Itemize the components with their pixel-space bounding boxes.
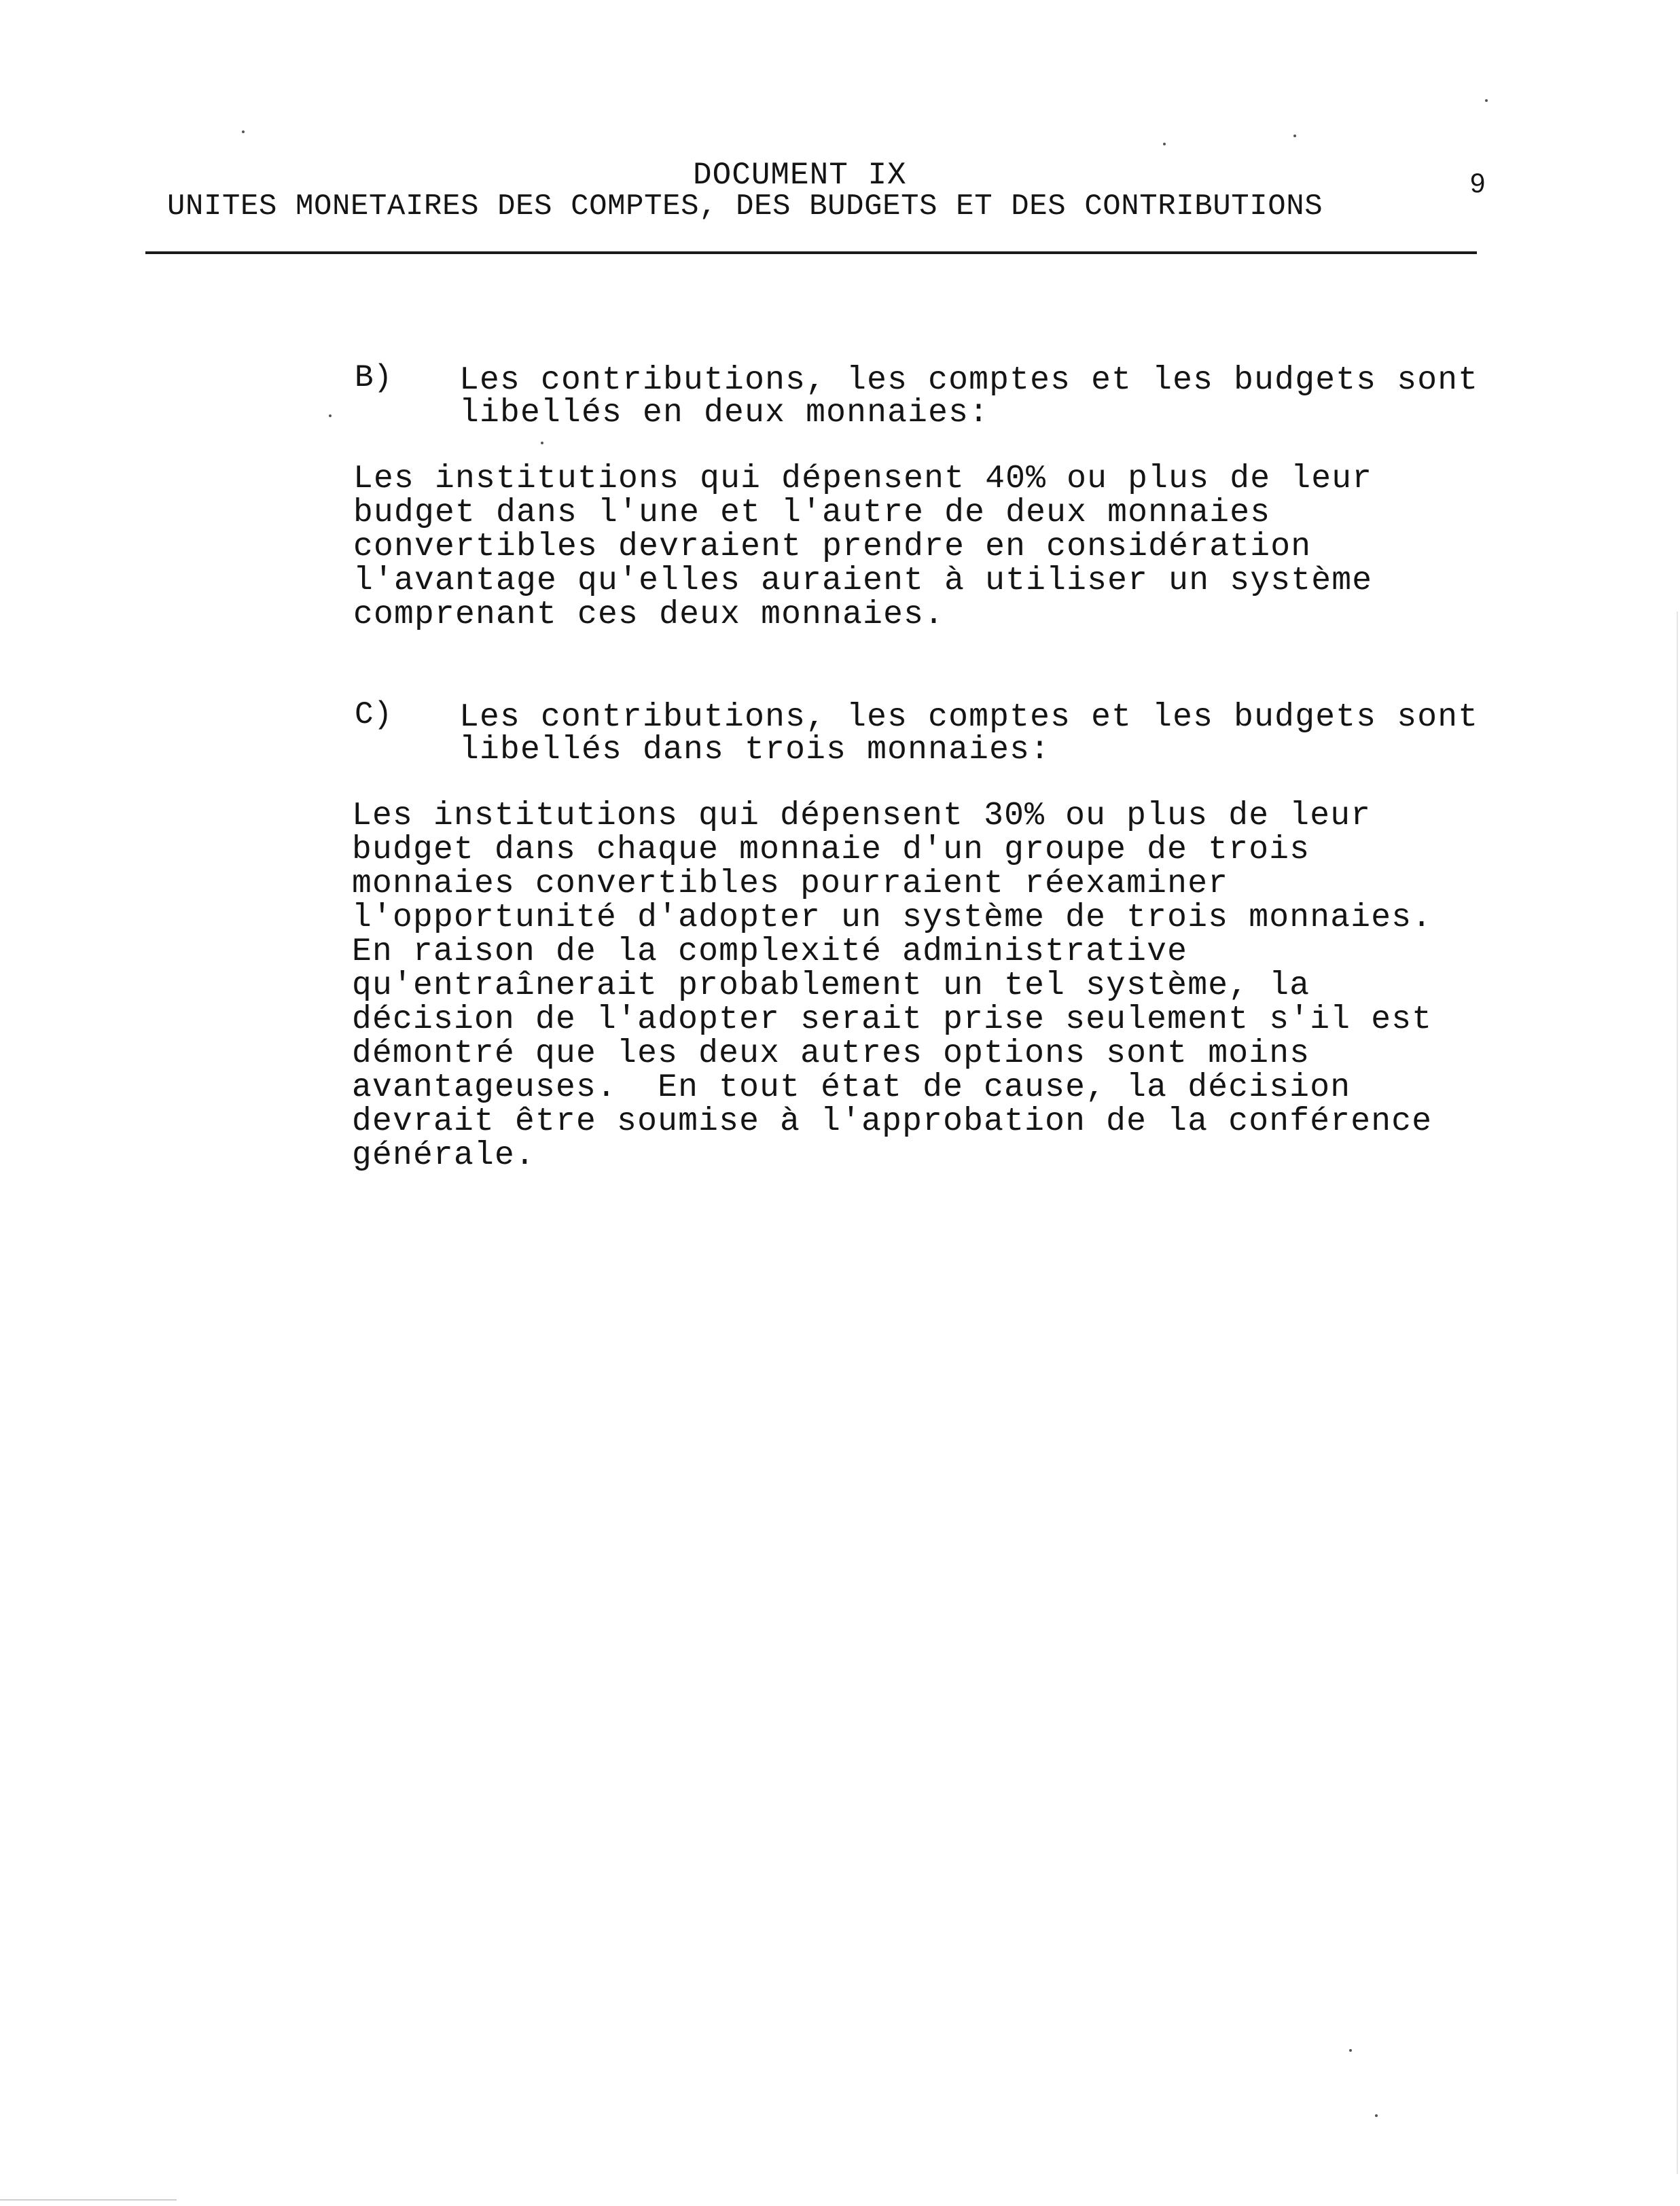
scan-speck (1163, 143, 1166, 145)
section-c-body-line-6: qu'entraînerait probablement un tel système, la (352, 967, 1310, 1004)
scan-speck (541, 442, 543, 444)
section-c-body-line-5: En raison de la complexité administrative (352, 933, 1188, 970)
document-label: DOCUMENT IX (693, 158, 907, 193)
scan-bottom-line (0, 2199, 177, 2201)
section-b-letter: B) (355, 360, 393, 395)
section-c-body-line-10: devrait être soumise à l'approbation de la conférence (352, 1103, 1433, 1140)
scan-speck (1293, 135, 1296, 137)
section-c-body-line-2: budget dans chaque monnaie d'un groupe de trois (352, 832, 1310, 868)
section-b-body-line-2: budget dans l'une et l'autre de deux monnaies (353, 495, 1271, 531)
document-subtitle: UNITES MONETAIRES DES COMPTES, DES BUDGETS ET DES CONTRIBUTIONS (167, 190, 1323, 224)
section-b-body-line-3: convertibles devraient prendre en considération (353, 529, 1312, 565)
section-c-body-line-9: avantageuses. En tout état de cause, la décision (352, 1069, 1351, 1106)
section-b-body-line-4: l'avantage qu'elles auraient à utiliser un système (353, 563, 1373, 599)
section-b-heading-line-2: libellés en deux monnaies: (459, 395, 990, 431)
scan-speck (242, 130, 245, 133)
section-b-body-line-1: Les institutions qui dépensent 40% ou plus de leur (353, 461, 1373, 497)
page-number: 9 (1470, 168, 1486, 198)
section-b-body-line-5: comprenant ces deux monnaies. (353, 597, 945, 633)
section-c-heading-line-1: Les contributions, les comptes et les budgets sont (459, 699, 1479, 736)
section-c-body-line-11: générale. (352, 1137, 536, 1174)
section-c-body-line-3: monnaies convertibles pourraient réexaminer (352, 866, 1229, 902)
scan-edge-line (1677, 611, 1678, 2174)
section-c-body-line-4: l'opportunité d'adopter un système de trois monnaies. (352, 900, 1433, 936)
header-rule (145, 251, 1477, 254)
scan-speck (1349, 2049, 1352, 2052)
section-c-body-line-7: décision de l'adopter serait prise seulement s'il est (352, 1001, 1433, 1038)
section-c-heading-line-2: libellés dans trois monnaies: (459, 732, 1051, 768)
section-c-body-line-8: démontré que les deux autres options sont moins (352, 1035, 1310, 1072)
scan-speck (1375, 2114, 1378, 2117)
scan-speck (329, 414, 332, 417)
section-c-body-line-1: Les institutions qui dépensent 30% ou plus de leur (352, 798, 1372, 834)
section-b-heading-line-1: Les contributions, les comptes et les budgets sont (459, 362, 1479, 399)
section-c-letter: C) (355, 697, 393, 732)
scan-speck (1485, 99, 1488, 102)
